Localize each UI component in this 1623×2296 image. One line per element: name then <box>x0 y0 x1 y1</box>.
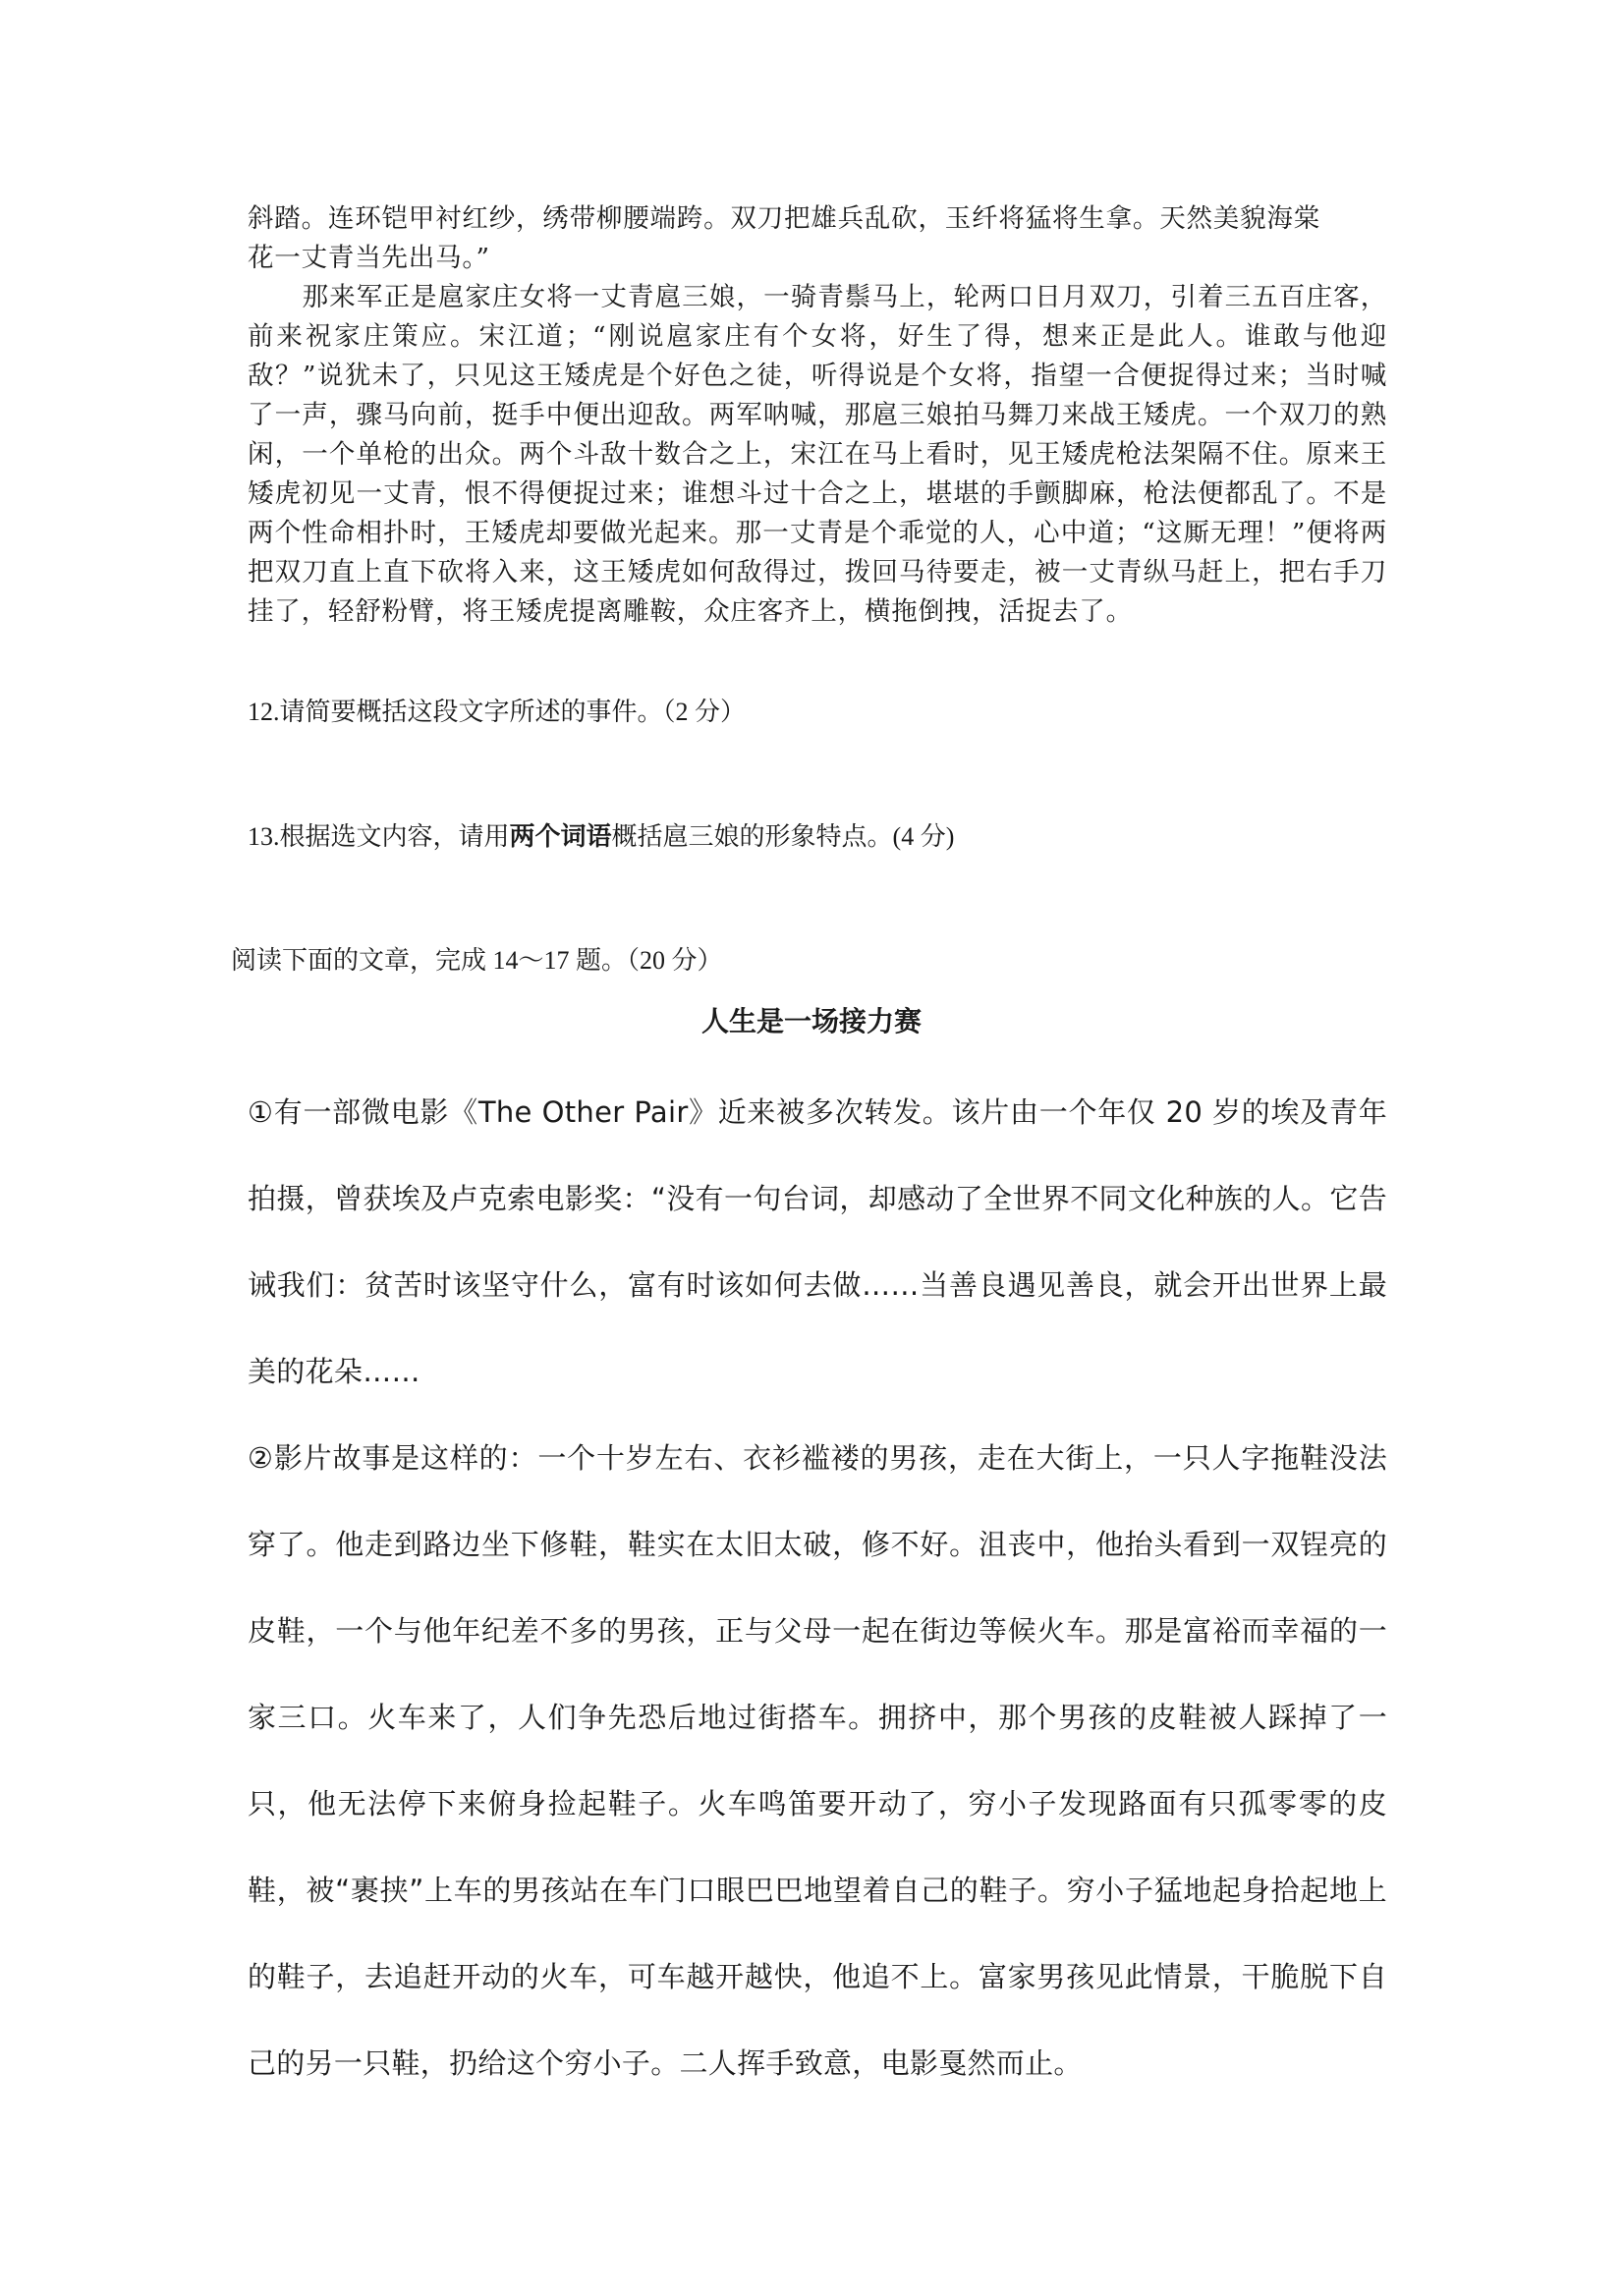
question-12: 12.请简要概括这段文字所述的事件。（2 分） <box>248 698 747 726</box>
question-13-emphasis: 两个词语 <box>509 822 612 851</box>
question-13 <box>248 817 954 857</box>
passage-line-1: 斜踏。连环铠甲衬红纱，绣带柳腰端跨。双刀把雄兵乱砍，玉纤将猛将生拿。天然美貌海棠 <box>248 203 1320 234</box>
question-13-text-before: 13.根据选文内容，请用 <box>248 822 510 851</box>
article-paragraph-2: ②影片故事是这样的：一个十岁左右、衣衫褴褛的男孩，走在大街上，一只人字拖鞋没法穿了。他走到路边坐下修鞋，鞋实在太旧太破，修不好。沮丧中，他抬头看到一双锃亮的皮鞋，一个与他年纪差不多的男孩，正与父母一起在街边等候火车。那是富裕而幸福的一家三口。火车来了，人们争先恐后地过街搭车。拥挤中，那个男孩的皮鞋被人踩掉了一只，他无法停下来俯身捡起鞋子。火车鸣笛要开动了，穷小子发现路面有只孤零零的皮鞋，被“裹挟”上车的男孩站在车门口眼巴巴地望着自己的鞋子。穷小子猛地起身拾起地上的鞋子，去追赶开动的火车，可车越开越快，他追不上。富家男孩见此情景，干脆脱下自己的另一只鞋，扔给这个穷小子。二人挥手致意，电影戛然而止。 <box>248 1441 1387 2080</box>
article-title: 人生是一场接力赛 <box>700 1005 922 1037</box>
article-body <box>248 1069 1387 2106</box>
passage-water-margin <box>248 199 1387 632</box>
article-paragraph-1: ①有一部微电影《The Other Pair》近来被多次转发。该片由一个年仅 20 岁的埃及青年拍摄，曾获埃及卢克索电影奖：“没有一句台词，却感动了全世界不同文化种族的人。它告诫我们：贫苦时该坚守什么，富有时该如何去做……当善良遇见善良，就会开出世界上最美的花朵…… <box>248 1095 1387 1388</box>
question-13-text-after: 概括扈三娘的形象特点。(4 分) <box>611 822 955 851</box>
passage-paragraph-2: 那来军正是扈家庄女将一丈青扈三娘，一骑青鬃马上，轮两口日月双刀，引着三五百庄客，前来祝家庄策应。宋江道；“刚说扈家庄有个女将，好生了得，想来正是此人。谁敢与他迎敌？”说犹未了，只见这王矮虎是个好色之徒，听得说是个女将，指望一合便捉得过来；当时喊了一声，骤马向前，挺手中便出迎敌。两军呐喊，那扈三娘拍马舞刀来战王矮虎。一个双刀的熟闲，一个单枪的出众。两个斗敌十数合之上，宋江在马上看时，见王矮虎枪法架隔不住。原来王矮虎初见一丈青，恨不得便捉过来；谁想斗过十合之上，堪堪的手颤脚麻，枪法便都乱了。不是两个性命相扑时，王矮虎却要做光起来。那一丈青是个乖觉的人，心中道；“这厮无理！”便将两把双刀直上直下砍将入来，这王矮虎如何敌得过，拨回马待要走，被一丈青纵马赶上，把右手刀挂了，轻舒粉臂，将王矮虎提离雕鞍，众庄客齐上，横拖倒拽，活捉去了。 <box>248 282 1387 627</box>
reading-instruction: 阅读下面的文章，完成 14～17 题。（20 分） <box>231 946 723 975</box>
passage-line-2: 花一丈青当先出马。” <box>248 243 490 273</box>
